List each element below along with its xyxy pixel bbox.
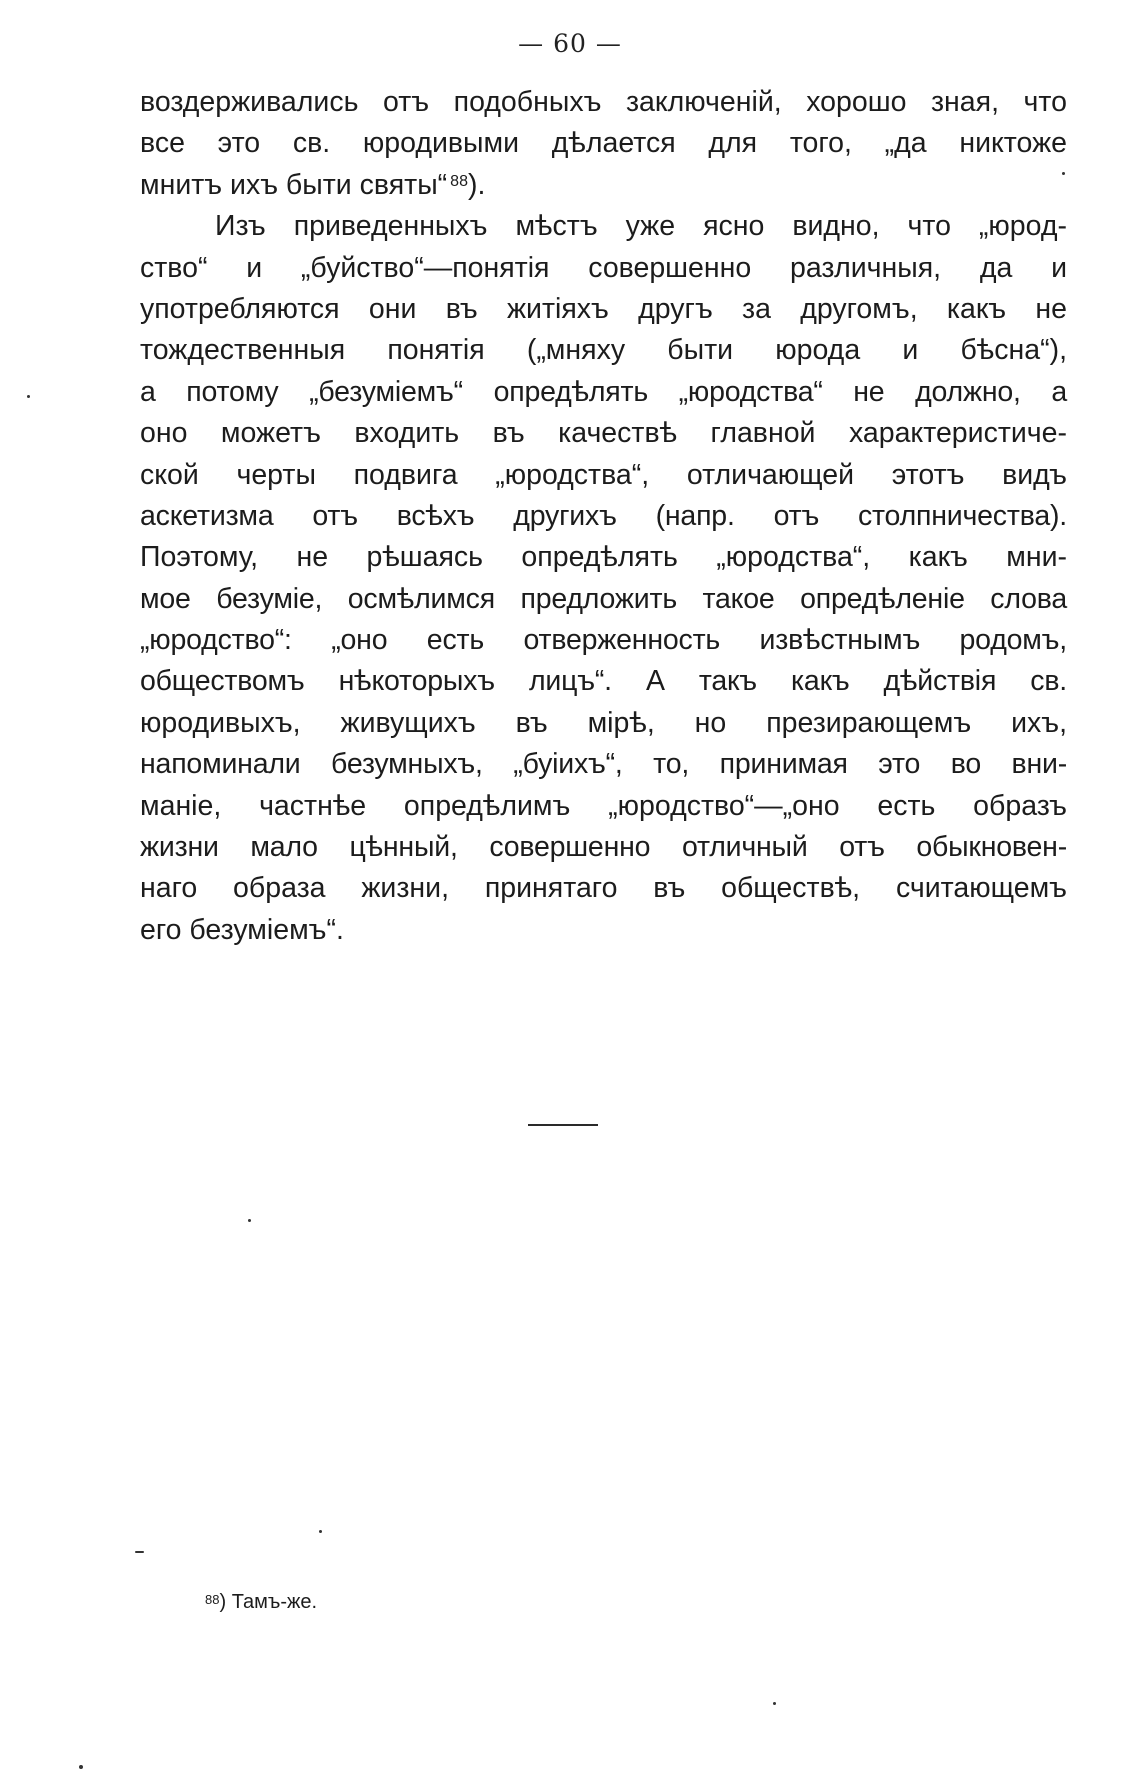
text-line: употребляются они въ житіяхъ другъ за другомъ, какъ не — [140, 292, 1067, 325]
scan-speck — [135, 1551, 144, 1553]
text-line: аскетизма отъ всѣхъ другихъ (напр. отъ столпничества). — [140, 499, 1067, 532]
text-line: мое безуміе, осмѣлимся предложить такое опредѣленіе слова — [140, 582, 1067, 615]
body-text — [140, 82, 1067, 951]
section-separator — [528, 1124, 598, 1126]
footnote — [205, 1587, 317, 1617]
text-line: тождественныя понятія („мняху быти юрода и бѣсна“), — [140, 334, 1067, 367]
text-line: напоминали безумныхъ, „буіихъ“, то, принимая это во вни- — [140, 748, 1067, 781]
scan-speck — [319, 1530, 322, 1533]
text-line: обществомъ нѣкоторыхъ лицъ“. А такъ какъ дѣйствія св. — [140, 665, 1067, 698]
text-line: оно можетъ входить въ качествѣ главной характеристиче- — [140, 417, 1067, 450]
page-number: — 60 — — [518, 29, 622, 58]
scan-speck — [248, 1219, 251, 1222]
text-line — [140, 165, 1067, 206]
scan-speck — [773, 1702, 776, 1705]
text-line: наго образа жизни, принятаго въ обществѣ, считающемъ — [140, 872, 1067, 905]
text-line: все это св. юродивыми дѣлается для того, „да никтоже — [140, 127, 1067, 160]
text-line: а потому „безуміемъ“ опредѣлять „юродства“ не должно, а — [140, 375, 1067, 408]
footnote-marker-tail: ) — [219, 1591, 227, 1613]
scan-speck — [1062, 172, 1065, 175]
footnote-reference-tail: ). — [467, 168, 486, 201]
text-line: маніе, частнѣе опредѣлимъ „юродство“—„оно есть образъ — [140, 789, 1067, 822]
scan-speck — [27, 395, 30, 398]
text-line: его безуміемъ“. — [140, 913, 344, 946]
text-line: Поэтому, не рѣшаясь опредѣлять „юродства“, какъ мни- — [140, 541, 1067, 574]
text-line-content: мнитъ ихъ быти святы“ — [140, 168, 448, 201]
footnote-reference: 88 — [450, 172, 468, 190]
paragraph-first-line: Изъ приведенныхъ мѣстъ уже ясно видно, что „юрод- — [215, 210, 1067, 243]
text-line: „юродство“: „оно есть отверженность извѣстнымъ родомъ, — [140, 624, 1067, 657]
scan-speck — [79, 1765, 83, 1769]
text-line: юродивыхъ, живущихъ въ мірѣ, но презирающемъ ихъ, — [140, 706, 1067, 739]
footnote-marker: 88 — [205, 1592, 220, 1607]
text-line: ской черты подвига „юродства“, отличающей этотъ видъ — [140, 458, 1067, 491]
text-line: ство“ и „буйство“—понятія совершенно различныя, да и — [140, 251, 1067, 284]
text-line: воздерживались отъ подобныхъ заключеній, хорошо зная, что — [140, 86, 1067, 118]
text-line: жизни мало цѣнный, совершенно отличный отъ обыкновен- — [140, 831, 1067, 864]
footnote-text: Тамъ-же. — [231, 1591, 318, 1613]
